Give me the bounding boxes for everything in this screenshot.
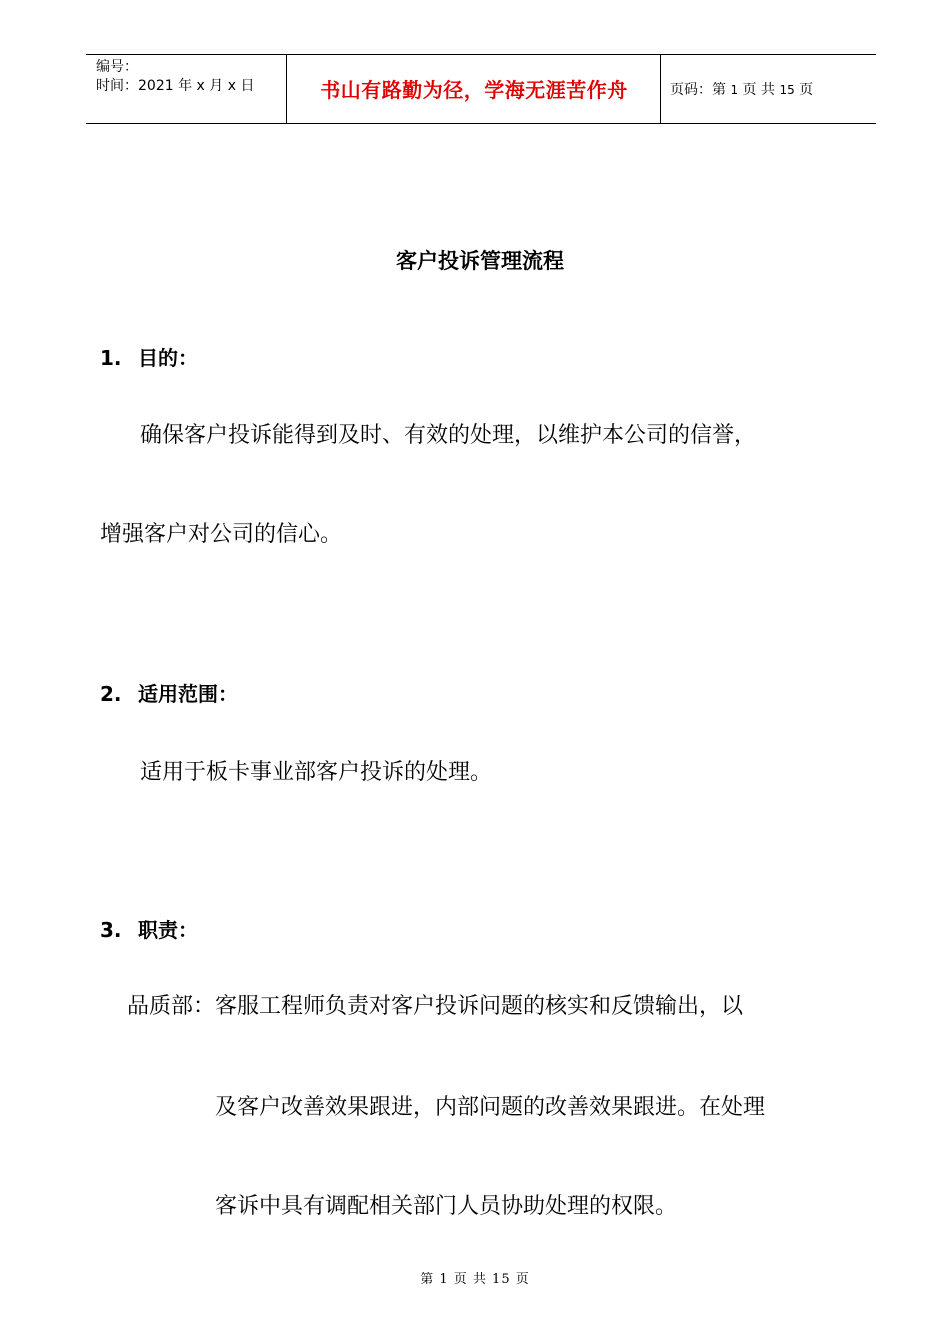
section-heading: [100, 914, 198, 943]
header-motto: 书山有路勤为径，学海无涯苦作舟: [320, 78, 628, 102]
paragraph-line: 增强客户对公司的信心。: [100, 522, 343, 547]
section-title: 职责：: [138, 918, 198, 942]
section-heading: [100, 342, 198, 371]
section-heading: [100, 678, 238, 707]
header-divider: [660, 55, 661, 123]
header-page-number: [670, 55, 813, 123]
time-label: 时间：2021 年 x 月 x 日: [96, 78, 255, 94]
header-meta: [96, 58, 254, 96]
section-title: 适用范围：: [138, 682, 238, 706]
section-number: 2.: [100, 682, 122, 706]
section-number: 3.: [100, 918, 122, 942]
paragraph-line: 确保客户投诉能得到及时、有效的处理，以维护本公司的信誉，: [140, 423, 757, 448]
section-title: 目的：: [138, 346, 198, 370]
paragraph-line: 品质部：客服工程师负责对客户投诉问题的核实和反馈输出，以: [127, 994, 744, 1019]
document-title: 客户投诉管理流程: [396, 249, 564, 273]
page-total: 15: [779, 83, 795, 97]
paragraph-line: 适用于板卡事业部客户投诉的处理。: [140, 760, 493, 785]
page-current: 1: [730, 83, 739, 97]
page-prefix: 页码：第: [670, 82, 731, 98]
serial-label: 编号：: [96, 59, 138, 75]
page-mid: 页 共: [738, 82, 780, 98]
page-suffix: 页: [794, 82, 814, 98]
page-footer: 第 1 页 共 15 页: [420, 1272, 530, 1287]
paragraph-line: 客诉中具有调配相关部门人员协助处理的权限。: [215, 1194, 678, 1219]
paragraph-line: 及客户改善效果跟进，内部问题的改善效果跟进。在处理: [215, 1095, 766, 1120]
section-number: 1.: [100, 346, 122, 370]
page-header: [86, 54, 876, 124]
